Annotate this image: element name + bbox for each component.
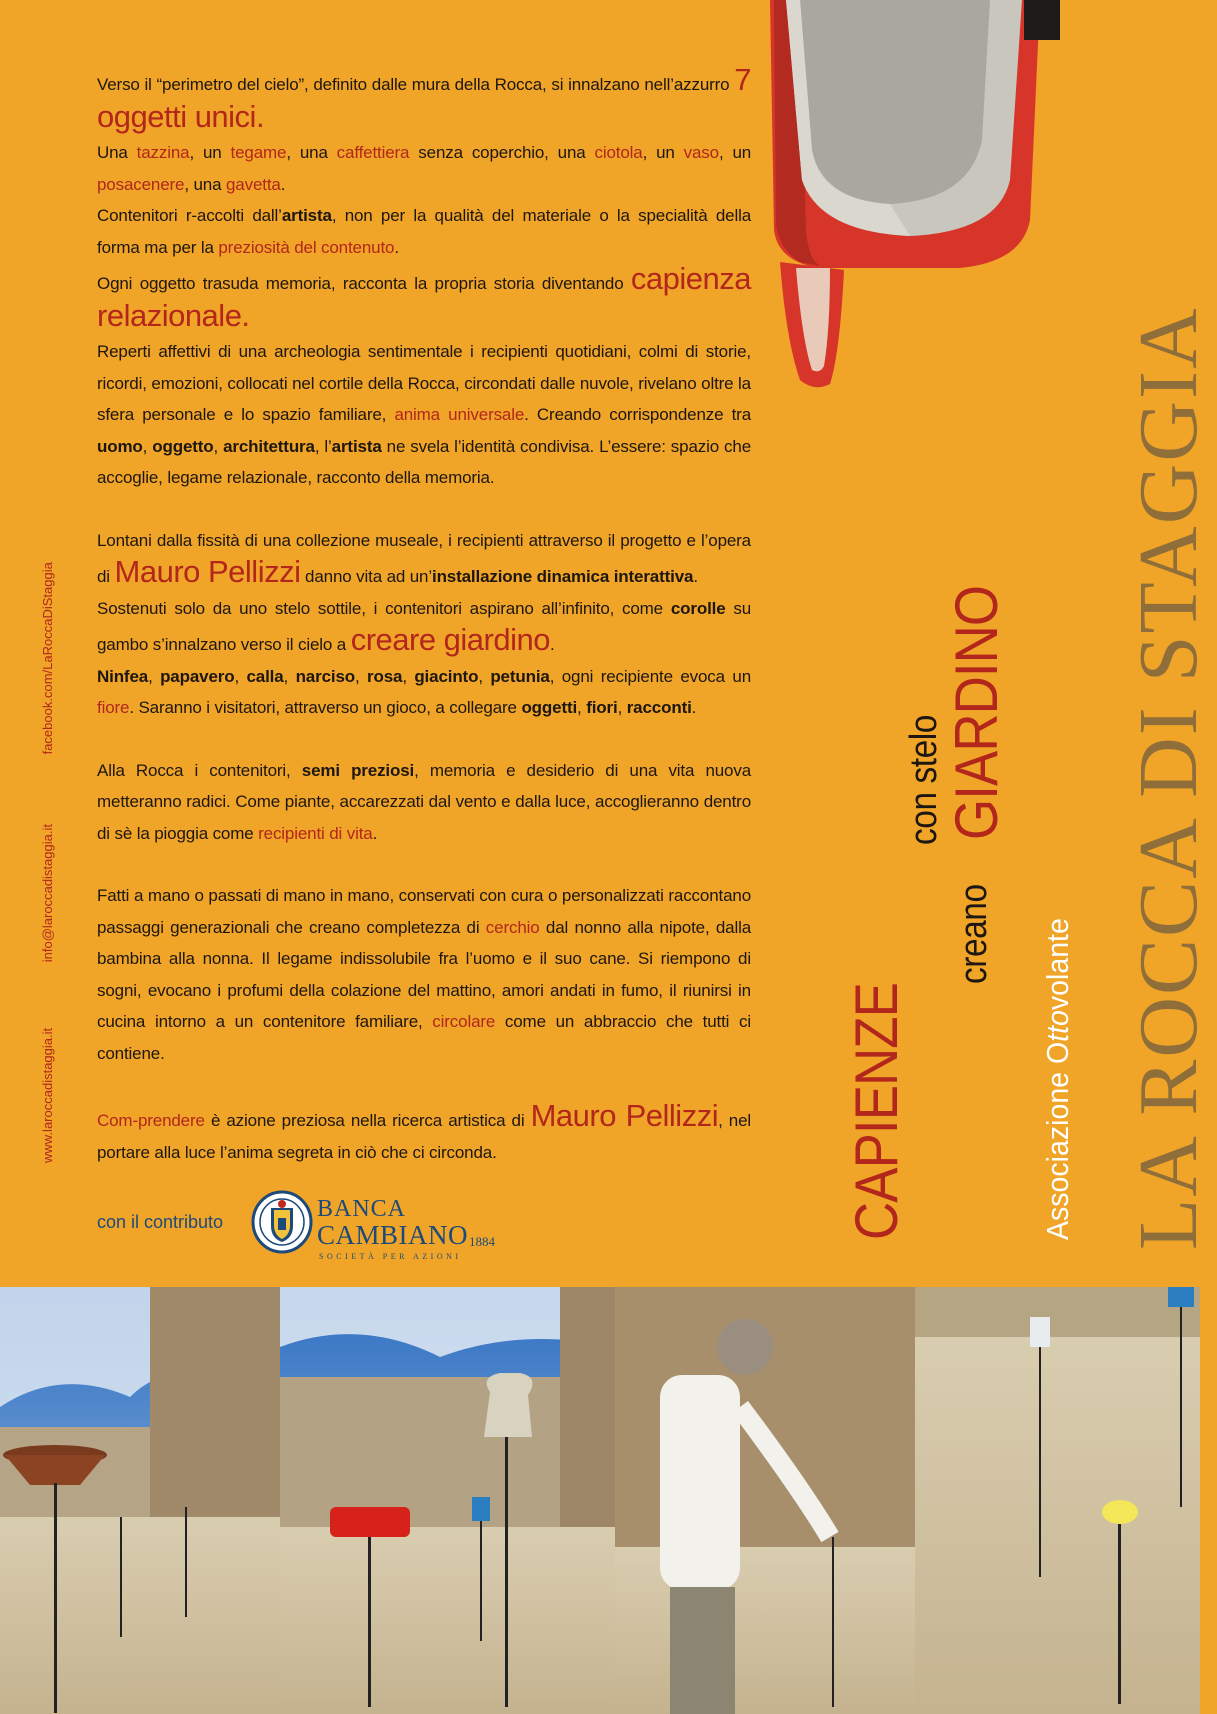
artist-name: Mauro Pellizzi (114, 554, 301, 589)
paragraph-3 (97, 755, 751, 850)
text: Una (97, 143, 128, 162)
photo-4 (915, 1287, 1200, 1714)
bank-subtitle: SOCIETÀ PER AZIONI (319, 1252, 462, 1261)
bank-year: 1884 (469, 1234, 495, 1249)
title-giardino: GIARDINO (943, 585, 1010, 840)
text: . (394, 237, 399, 257)
title-la-rocca-di-staggia: LA ROCCA DI STAGGIA (1122, 306, 1215, 1250)
photo-3 (615, 1287, 915, 1714)
keyword-architettura: architettura (223, 436, 315, 456)
website-link[interactable]: www.laroccadistaggia.it (40, 1027, 55, 1163)
text: . (691, 698, 697, 717)
text: , (617, 698, 623, 717)
text: , nel portare alla luce l’anima segreta in ciò che ci circonda. (97, 1111, 752, 1162)
text: . (280, 174, 286, 194)
text: è azione preziosa nella ricerca artistica di (210, 1111, 525, 1130)
title-creano: creano (953, 884, 995, 984)
text: Reperti affettivi di una archeologia sentimentale i recipienti quotidiani, colmi di storie, ricordi, emozioni, collocati nel cortile della Rocca, circondati dalle nuvole, rivelano oltre la sfera personale e lo spazio familiare, (97, 342, 751, 424)
paragraph-2 (97, 525, 751, 724)
text: , una (286, 143, 328, 162)
keyword-posacenere: posacenere (97, 174, 185, 194)
sponsor-label: con il contributo (97, 1212, 224, 1232)
sponsor-block (97, 1190, 517, 1270)
title-capienze: CAPIENZE (843, 982, 910, 1240)
text: , (402, 666, 407, 686)
keyword-flower: petunia (490, 666, 550, 686)
text: ne svela l’identità condivisa. L’essere: spazio che accoglie, legame relazionale, racconto della memoria. (97, 436, 752, 487)
text: , memoria e desiderio di una vita nuova metteranno radici. Come piante, accarezzati dal vento e dalla luce, accoglieranno dentro di sè la pioggia come (97, 760, 752, 843)
text: dal nonno alla nipote, dalla bambina alla nonna. Il legame indissolubile fra l’uomo e il suo cane. Si riempono di sogni, evocano i profumi della colazione del mattino, amori andati in fumo, il riunirsi in cucina intorno a un contenitore familiare, (97, 917, 752, 1031)
keyword-corolle: corolle (670, 598, 726, 618)
keyword-artista: artista (331, 436, 382, 456)
keyword-caffettiera: caffettiera (336, 143, 410, 162)
paragraph-1 (97, 64, 751, 494)
keyword-uomo: uomo (97, 436, 143, 456)
paragraph-4 (97, 880, 751, 1069)
text: Sostenuti solo da uno stelo sottile, i contenitori aspirano all’infinito, come (97, 598, 663, 618)
text: danno vita ad un’ (305, 567, 432, 586)
keyword-flower: rosa (367, 666, 403, 686)
text: , (354, 666, 360, 686)
keyword-flower: Ninfea (97, 666, 149, 686)
email-link[interactable]: info@laroccadistaggia.it (40, 824, 55, 963)
text: , (577, 698, 582, 717)
keyword-fiori: fiori (586, 698, 618, 717)
keyword-vaso: vaso (683, 143, 719, 162)
highlight-capienza: capienza relazionale. (97, 261, 751, 333)
text: Ogni oggetto trasuda memoria, racconta la propria storia diventando (97, 274, 624, 293)
photo-2 (280, 1287, 615, 1714)
keyword-oggetti: oggetti (521, 698, 578, 717)
keyword-fiore: fiore (97, 698, 130, 717)
text: , (142, 436, 148, 456)
text: , l’ (314, 436, 332, 456)
title-con-stelo: con stelo (903, 715, 945, 845)
keyword-anima-universale: anima universale (394, 405, 525, 424)
text: Alla Rocca i contenitori, (97, 760, 291, 780)
keyword-recipienti-di-vita: recipienti di vita (258, 823, 373, 843)
text: Contenitori r-accolti dall’ (97, 206, 282, 225)
photo-1 (0, 1287, 280, 1714)
text: , non per la qualità del materiale o la specialità della forma ma per la (97, 206, 751, 257)
text: come un abbraccio che tutti ci contiene. (97, 1012, 751, 1063)
text: Verso il “perimetro del cielo”, definito dalle mura della Rocca, si innalzano nell’azzurro (97, 75, 730, 94)
keyword-flower: narciso (295, 666, 355, 686)
contacts-vertical (40, 563, 55, 1163)
paragraph-5 (97, 1100, 751, 1168)
text: , (234, 666, 240, 686)
keyword-installazione: installazione dinamica interattiva (432, 567, 694, 586)
text: , una (184, 174, 222, 194)
keyword-artista: artista (281, 206, 332, 225)
highlight-7-oggetti: 7 oggetti unici. (97, 62, 751, 134)
text: , (283, 666, 289, 686)
bank-name-line2: CAMBIANO (317, 1220, 469, 1250)
text: senza coperchio, una (418, 143, 586, 162)
text: Fatti a mano o passati di mano in mano, conservati con cura o personalizzati raccontano passaggi generazionali che creano completezza di (97, 886, 751, 937)
text: volante (1040, 918, 1075, 1011)
keyword-cerchio: cerchio (485, 917, 540, 937)
body-text (97, 64, 751, 1199)
keyword-ciotola: ciotola (594, 143, 643, 162)
facebook-link[interactable]: facebook.com/LaRoccaDiStaggia (40, 562, 55, 755)
keyword-flower: calla (246, 666, 284, 686)
text: , un (189, 143, 222, 162)
text: . (693, 567, 698, 586)
keyword-flower: giacinto (414, 666, 479, 686)
keyword-com-prendere: Com-prendere (97, 1111, 205, 1130)
text: su gambo s’innalzano verso il cielo a (97, 598, 752, 654)
keyword-preziosita: preziosità del contenuto (218, 237, 395, 257)
keyword-oggetto: oggetto (152, 436, 214, 456)
keyword-semi-preziosi: semi preziosi (301, 760, 415, 780)
artist-name: Mauro Pellizzi (530, 1098, 719, 1133)
text: . Creando corrispondenze tra (524, 405, 751, 424)
association-name (1040, 918, 1076, 1240)
keyword-flower: papavero (160, 666, 235, 686)
text: Associazione O (1040, 1041, 1075, 1240)
text: . (549, 635, 555, 654)
text: , un (642, 143, 675, 162)
text: . Saranno i visitatori, attraverso un gioco, a collegare (129, 698, 517, 717)
keyword-gavetta: gavetta (225, 174, 281, 194)
red-pot-image (760, 0, 1060, 400)
bank-name-line1: BANCA (317, 1196, 407, 1222)
text: , ogni recipiente evoca un (549, 666, 752, 686)
installation-photos (0, 1287, 1200, 1714)
text: . (372, 823, 378, 843)
text: , (213, 436, 219, 456)
text: , (148, 666, 153, 686)
text: Lontani dalla fissità di una collezione museale, i recipienti attraverso il progetto e l’opera di (97, 530, 751, 586)
text: tto (1040, 1010, 1075, 1042)
text: , (478, 666, 483, 686)
highlight-creare-giardino: creare giardino (350, 622, 550, 657)
bank-crest-icon (251, 1190, 313, 1254)
keyword-tegame: tegame (230, 143, 287, 162)
keyword-circolare: circolare (432, 1012, 496, 1031)
text: , un (718, 143, 752, 162)
keyword-racconti: racconti (626, 698, 692, 717)
keyword-tazzina: tazzina (136, 143, 190, 162)
